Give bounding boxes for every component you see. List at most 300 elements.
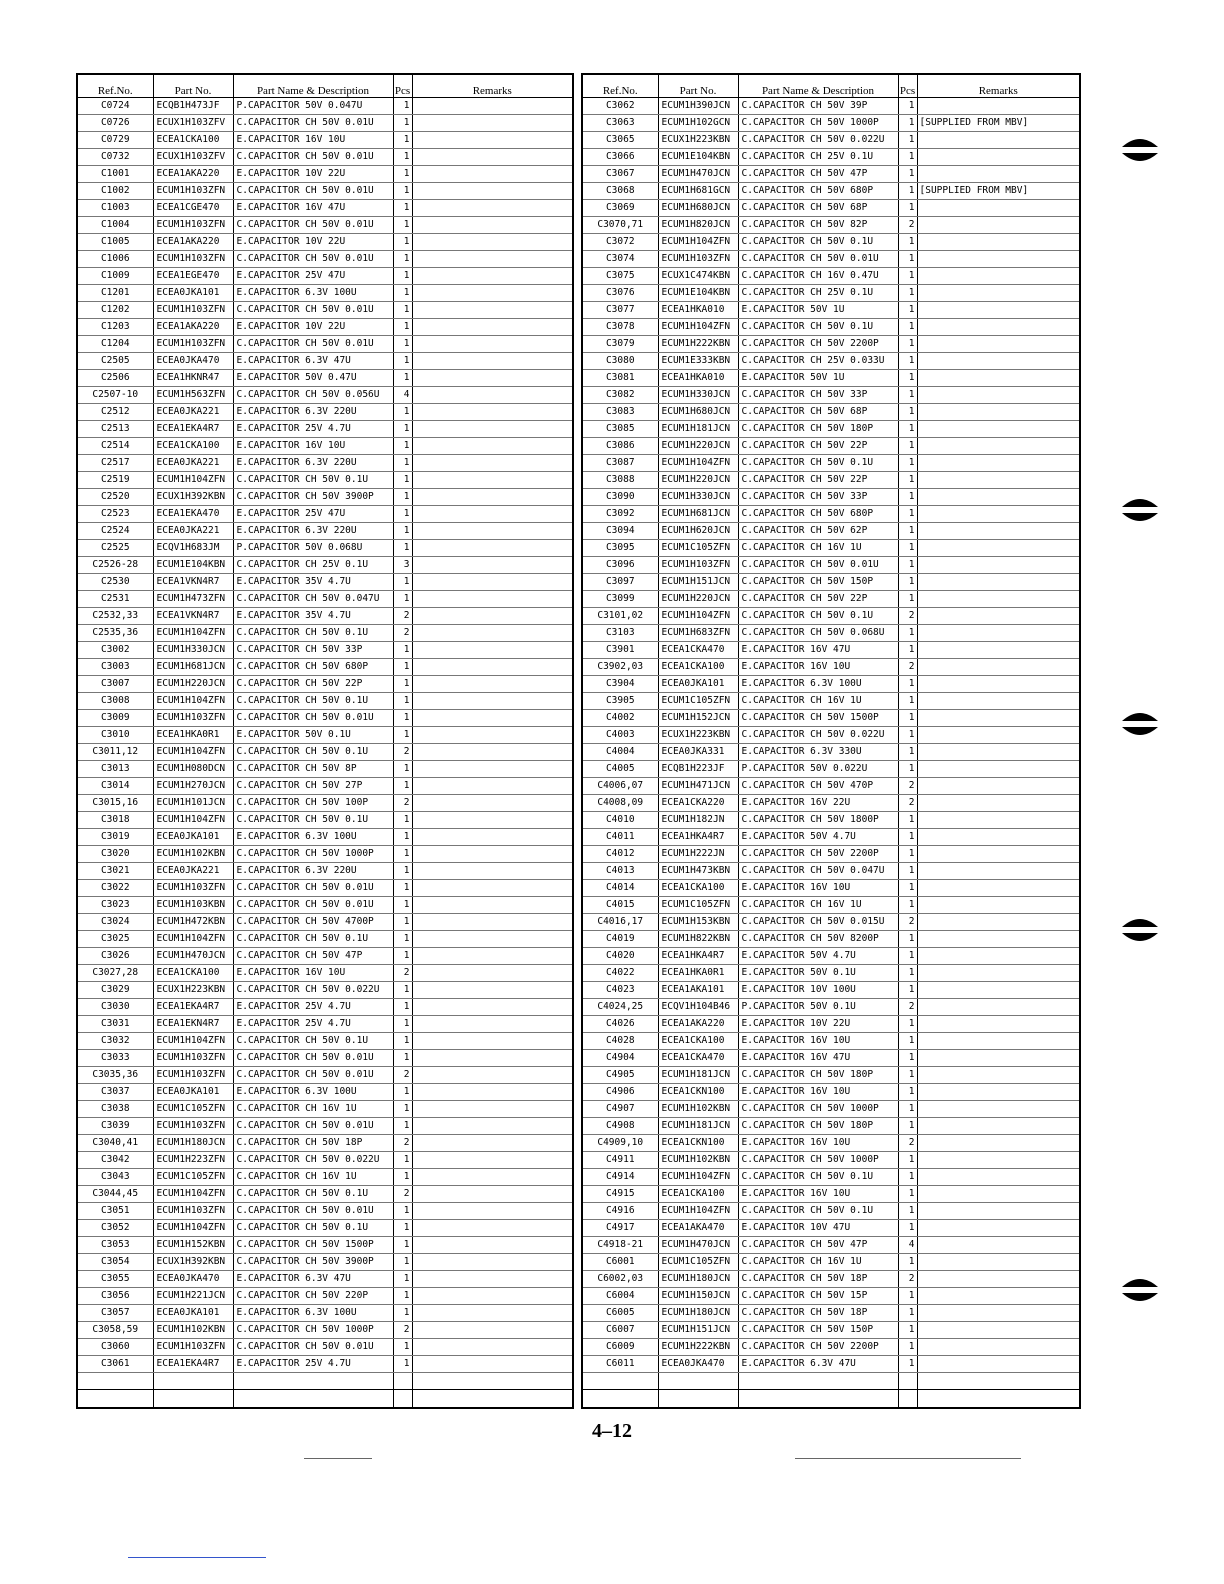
table-row xyxy=(583,251,1079,268)
remarks-cell xyxy=(917,965,1079,982)
remarks-cell xyxy=(917,217,1079,234)
description-cell: C.CAPACITOR CH 50V 0.022U xyxy=(738,727,898,744)
table-row xyxy=(78,1033,572,1050)
description-cell: C.CAPACITOR CH 25V 0.1U xyxy=(233,557,393,574)
part-no-cell: ECUM1H180JCN xyxy=(658,1271,738,1288)
pcs-cell: 1 xyxy=(393,982,412,999)
ref-no-cell: C2507-10 xyxy=(78,387,153,404)
pcs-cell: 1 xyxy=(393,1254,412,1271)
ref-no-cell: C3015,16 xyxy=(78,795,153,812)
remarks-cell: [SUPPLIED FROM MBV] xyxy=(917,183,1079,200)
remarks-cell xyxy=(412,1322,572,1339)
description-cell: C.CAPACITOR CH 50V 680P xyxy=(738,183,898,200)
description-cell: C.CAPACITOR CH 50V 0.1U xyxy=(233,931,393,948)
description-cell: C.CAPACITOR CH 50V 68P xyxy=(738,200,898,217)
part-no-cell: ECEA0JKA221 xyxy=(153,863,233,880)
description-cell: E.CAPACITOR 16V 10U xyxy=(738,1084,898,1101)
pcs-cell: 3 xyxy=(393,557,412,574)
ref-no-cell: C3011,12 xyxy=(78,744,153,761)
ref-no-cell: C3063 xyxy=(583,115,658,132)
ref-no-cell: C3057 xyxy=(78,1305,153,1322)
part-no-cell: ECEA1CGE470 xyxy=(153,200,233,217)
part-no-cell: ECEA1AKA470 xyxy=(658,1220,738,1237)
ref-no-cell: C2523 xyxy=(78,506,153,523)
table-row xyxy=(78,353,572,370)
pcs-cell: 1 xyxy=(898,1067,917,1084)
remarks-cell xyxy=(412,642,572,659)
description-cell: C.CAPACITOR CH 50V 180P xyxy=(738,1067,898,1084)
table-row xyxy=(583,1203,1079,1220)
remarks-cell xyxy=(412,727,572,744)
ref-no-cell: C2513 xyxy=(78,421,153,438)
part-no-cell: ECEA1CKA100 xyxy=(658,1033,738,1050)
empty-cell xyxy=(412,1373,572,1390)
ref-no-cell: C3035,36 xyxy=(78,1067,153,1084)
part-no-cell: ECUM1H180JCN xyxy=(153,1135,233,1152)
pcs-cell: 1 xyxy=(898,353,917,370)
remarks-cell xyxy=(412,795,572,812)
table-row xyxy=(583,268,1079,285)
ref-no-cell: C4907 xyxy=(583,1101,658,1118)
pcs-cell: 1 xyxy=(393,931,412,948)
pcs-cell: 1 xyxy=(898,1016,917,1033)
description-cell: E.CAPACITOR 16V 47U xyxy=(738,1050,898,1067)
remarks-cell xyxy=(412,591,572,608)
pcs-cell: 2 xyxy=(393,965,412,982)
remarks-cell xyxy=(917,948,1079,965)
part-no-cell: ECEA1CKN100 xyxy=(658,1135,738,1152)
remarks-cell xyxy=(412,880,572,897)
ref-no-cell: C3070,71 xyxy=(583,217,658,234)
ref-no-cell: C3031 xyxy=(78,1016,153,1033)
description-cell: C.CAPACITOR CH 50V 0.1U xyxy=(233,625,393,642)
pcs-cell: 1 xyxy=(393,302,412,319)
ref-no-cell: C3101,02 xyxy=(583,608,658,625)
remarks-cell xyxy=(917,778,1079,795)
description-cell: C.CAPACITOR CH 16V 1U xyxy=(738,1254,898,1271)
empty-cell xyxy=(658,1390,738,1408)
ref-no-cell: C4914 xyxy=(583,1169,658,1186)
remarks-cell xyxy=(412,472,572,489)
pcs-cell: 1 xyxy=(393,812,412,829)
description-cell: C.CAPACITOR CH 50V 150P xyxy=(738,574,898,591)
part-no-cell: ECUM1H470JCN xyxy=(153,948,233,965)
description-header: Part Name & Description xyxy=(738,75,898,98)
ref-no-cell: C1004 xyxy=(78,217,153,234)
description-cell: C.CAPACITOR CH 50V 0.1U xyxy=(233,472,393,489)
remarks-cell xyxy=(917,166,1079,183)
ref-no-cell: C1201 xyxy=(78,285,153,302)
description-cell: C.CAPACITOR CH 50V 3900P xyxy=(233,489,393,506)
ref-no-cell: C3082 xyxy=(583,387,658,404)
remarks-cell xyxy=(412,659,572,676)
description-cell: E.CAPACITOR 16V 10U xyxy=(738,1186,898,1203)
part-no-cell: ECEA0JKA221 xyxy=(153,404,233,421)
remarks-cell xyxy=(917,693,1079,710)
description-cell: C.CAPACITOR CH 16V 1U xyxy=(738,540,898,557)
table-row xyxy=(78,523,572,540)
remarks-cell xyxy=(412,115,572,132)
table-row xyxy=(78,251,572,268)
ref-no-cell: C3095 xyxy=(583,540,658,557)
table-row xyxy=(583,1271,1079,1288)
table-row xyxy=(583,659,1079,676)
empty-row xyxy=(583,1373,1079,1390)
pcs-cell: 1 xyxy=(393,829,412,846)
ref-no-cell: C3076 xyxy=(583,285,658,302)
ref-no-cell: C4918-21 xyxy=(583,1237,658,1254)
description-cell: E.CAPACITOR 6.3V 220U xyxy=(233,455,393,472)
description-cell: E.CAPACITOR 16V 47U xyxy=(233,200,393,217)
description-cell: C.CAPACITOR CH 50V 0.01U xyxy=(738,251,898,268)
table-row xyxy=(78,778,572,795)
description-cell: C.CAPACITOR CH 50V 18P xyxy=(738,1305,898,1322)
description-cell: C.CAPACITOR CH 50V 0.1U xyxy=(738,1203,898,1220)
table-header xyxy=(78,75,572,98)
description-cell: C.CAPACITOR CH 50V 2200P xyxy=(738,336,898,353)
pcs-cell: 1 xyxy=(393,285,412,302)
pcs-cell: 1 xyxy=(898,1305,917,1322)
pcs-cell: 2 xyxy=(898,659,917,676)
ref-no-cell: C2535,36 xyxy=(78,625,153,642)
ref-no-header: Ref.No. xyxy=(78,75,153,98)
pcs-cell: 1 xyxy=(898,132,917,149)
description-cell: E.CAPACITOR 6.3V 100U xyxy=(738,676,898,693)
part-no-header: Part No. xyxy=(153,75,233,98)
description-cell: C.CAPACITOR CH 25V 0.1U xyxy=(738,149,898,166)
description-cell: E.CAPACITOR 50V 1U xyxy=(738,370,898,387)
remarks-cell xyxy=(917,540,1079,557)
description-cell: E.CAPACITOR 50V 0.47U xyxy=(233,370,393,387)
ref-no-cell: C2506 xyxy=(78,370,153,387)
remarks-cell xyxy=(917,1220,1079,1237)
part-no-cell: ECUX1H392KBN xyxy=(153,489,233,506)
part-no-cell: ECUM1H104ZFN xyxy=(153,931,233,948)
description-cell: C.CAPACITOR CH 50V 62P xyxy=(738,523,898,540)
remarks-header: Remarks xyxy=(917,75,1079,98)
part-no-cell: ECUM1H151JCN xyxy=(658,1322,738,1339)
part-no-cell: ECUM1H103ZFN xyxy=(153,710,233,727)
description-cell: C.CAPACITOR CH 50V 15P xyxy=(738,1288,898,1305)
pcs-cell: 1 xyxy=(393,1084,412,1101)
part-no-cell: ECUM1H102KBN xyxy=(153,1322,233,1339)
pcs-cell: 1 xyxy=(898,540,917,557)
remarks-cell xyxy=(412,1203,572,1220)
description-cell: C.CAPACITOR CH 50V 220P xyxy=(233,1288,393,1305)
pcs-cell: 1 xyxy=(393,880,412,897)
part-no-cell: ECEA1AKA220 xyxy=(153,166,233,183)
pcs-cell: 1 xyxy=(393,336,412,353)
table-row xyxy=(78,948,572,965)
part-no-cell: ECUM1H104ZFN xyxy=(658,455,738,472)
part-no-cell: ECUM1H103ZFN xyxy=(153,183,233,200)
ref-no-cell: C3023 xyxy=(78,897,153,914)
ref-no-cell: C3080 xyxy=(583,353,658,370)
part-no-cell: ECUM1H103ZFN xyxy=(153,217,233,234)
part-no-cell: ECEA1VKN4R7 xyxy=(153,574,233,591)
pcs-cell: 1 xyxy=(393,1118,412,1135)
remarks-cell xyxy=(412,370,572,387)
pcs-cell: 1 xyxy=(898,1339,917,1356)
table-row xyxy=(78,234,572,251)
pcs-cell: 1 xyxy=(393,506,412,523)
pcs-cell: 2 xyxy=(898,999,917,1016)
description-cell: C.CAPACITOR CH 50V 22P xyxy=(233,676,393,693)
description-cell: C.CAPACITOR CH 25V 0.1U xyxy=(738,285,898,302)
pcs-cell: 1 xyxy=(393,1152,412,1169)
pcs-cell: 4 xyxy=(393,387,412,404)
table-row xyxy=(583,557,1079,574)
ref-no-cell: C3008 xyxy=(78,693,153,710)
table-row xyxy=(78,999,572,1016)
part-no-cell: ECUM1H103KBN xyxy=(153,897,233,914)
ref-no-cell: C3901 xyxy=(583,642,658,659)
remarks-cell xyxy=(412,744,572,761)
remarks-cell xyxy=(412,1152,572,1169)
remarks-cell xyxy=(917,897,1079,914)
table-row xyxy=(78,897,572,914)
empty-cell xyxy=(898,1373,917,1390)
ref-no-cell: C3069 xyxy=(583,200,658,217)
pcs-cell: 1 xyxy=(898,489,917,506)
description-cell: C.CAPACITOR CH 25V 0.033U xyxy=(738,353,898,370)
remarks-cell xyxy=(412,285,572,302)
remarks-cell xyxy=(412,948,572,965)
pcs-cell: 1 xyxy=(898,829,917,846)
table-row xyxy=(78,1084,572,1101)
part-no-cell: ECEA0JKA101 xyxy=(153,1084,233,1101)
description-cell: E.CAPACITOR 6.3V 220U xyxy=(233,863,393,880)
ref-no-cell: C3030 xyxy=(78,999,153,1016)
table-row xyxy=(78,1339,572,1356)
table-row xyxy=(78,1050,572,1067)
part-no-cell: ECUX1H223KBN xyxy=(153,982,233,999)
table-row xyxy=(583,336,1079,353)
ref-no-cell: C4010 xyxy=(583,812,658,829)
pcs-cell: 1 xyxy=(393,1169,412,1186)
part-no-cell: ECUM1H681JCN xyxy=(658,506,738,523)
part-no-cell: ECEA1CKA470 xyxy=(658,1050,738,1067)
remarks-cell xyxy=(412,1220,572,1237)
pcs-cell: 2 xyxy=(898,795,917,812)
table-row xyxy=(78,421,572,438)
remarks-cell xyxy=(917,1339,1079,1356)
ref-no-cell: C3086 xyxy=(583,438,658,455)
table-row xyxy=(78,795,572,812)
description-cell: E.CAPACITOR 10V 22U xyxy=(738,1016,898,1033)
description-cell: C.CAPACITOR CH 16V 1U xyxy=(738,897,898,914)
table-row xyxy=(583,1254,1079,1271)
remarks-cell xyxy=(917,132,1079,149)
table-row xyxy=(78,710,572,727)
remarks-cell xyxy=(917,336,1079,353)
ref-no-cell: C3078 xyxy=(583,319,658,336)
pcs-cell: 1 xyxy=(898,1356,917,1373)
ref-no-cell: C6007 xyxy=(583,1322,658,1339)
part-no-header: Part No. xyxy=(658,75,738,98)
description-cell: C.CAPACITOR CH 50V 0.01U xyxy=(233,251,393,268)
remarks-cell xyxy=(412,1118,572,1135)
remarks-cell xyxy=(917,982,1079,999)
remarks-cell xyxy=(917,557,1079,574)
remarks-cell xyxy=(917,438,1079,455)
remarks-cell xyxy=(917,659,1079,676)
remarks-cell xyxy=(917,863,1079,880)
remarks-cell xyxy=(412,404,572,421)
remarks-cell xyxy=(917,676,1079,693)
description-cell: C.CAPACITOR CH 50V 33P xyxy=(738,489,898,506)
pcs-cell: 1 xyxy=(898,438,917,455)
part-no-cell: ECEA1HKA4R7 xyxy=(658,829,738,846)
part-no-cell: ECEA1HKNR47 xyxy=(153,370,233,387)
ref-no-cell: C2524 xyxy=(78,523,153,540)
table-row xyxy=(78,744,572,761)
ref-no-cell: C4019 xyxy=(583,931,658,948)
part-no-cell: ECEA1HKA0R1 xyxy=(658,965,738,982)
part-no-cell: ECUM1H104ZFN xyxy=(153,744,233,761)
ref-no-cell: C3014 xyxy=(78,778,153,795)
remarks-cell xyxy=(412,1237,572,1254)
part-no-cell: ECUM1H101JCN xyxy=(153,795,233,812)
table-row xyxy=(583,727,1079,744)
description-cell: C.CAPACITOR CH 50V 1000P xyxy=(738,115,898,132)
pcs-cell: 1 xyxy=(898,1084,917,1101)
description-cell: E.CAPACITOR 16V 47U xyxy=(738,642,898,659)
pcs-cell: 1 xyxy=(898,982,917,999)
table-row xyxy=(78,1118,572,1135)
description-cell: C.CAPACITOR CH 50V 0.1U xyxy=(738,319,898,336)
ref-no-cell: C4904 xyxy=(583,1050,658,1067)
ref-no-cell: C4023 xyxy=(583,982,658,999)
description-cell: C.CAPACITOR CH 16V 1U xyxy=(738,693,898,710)
remarks-cell xyxy=(917,795,1079,812)
pcs-cell: 1 xyxy=(898,370,917,387)
part-no-cell: ECUM1H182JN xyxy=(658,812,738,829)
remarks-cell xyxy=(917,523,1079,540)
description-cell: E.CAPACITOR 25V 4.7U xyxy=(233,1016,393,1033)
remarks-cell xyxy=(412,234,572,251)
description-cell: E.CAPACITOR 16V 10U xyxy=(738,880,898,897)
description-cell: E.CAPACITOR 10V 100U xyxy=(738,982,898,999)
pcs-cell: 1 xyxy=(393,659,412,676)
pcs-cell: 1 xyxy=(898,812,917,829)
pcs-cell: 1 xyxy=(898,965,917,982)
remarks-cell xyxy=(917,846,1079,863)
table-row xyxy=(78,370,572,387)
empty-cell xyxy=(393,1373,412,1390)
remarks-cell xyxy=(917,1101,1079,1118)
table-row xyxy=(583,744,1079,761)
table-row xyxy=(78,183,572,200)
part-no-cell: ECUM1H222KBN xyxy=(658,336,738,353)
remarks-cell xyxy=(917,506,1079,523)
ref-no-cell: C3039 xyxy=(78,1118,153,1135)
description-cell: C.CAPACITOR CH 50V 0.1U xyxy=(233,744,393,761)
table-row xyxy=(78,387,572,404)
description-cell: E.CAPACITOR 16V 10U xyxy=(233,438,393,455)
pcs-cell: 1 xyxy=(393,200,412,217)
remarks-cell xyxy=(412,336,572,353)
table-row xyxy=(78,285,572,302)
ref-no-cell: C3018 xyxy=(78,812,153,829)
pcs-cell: 1 xyxy=(898,880,917,897)
description-cell: C.CAPACITOR CH 50V 0.1U xyxy=(738,455,898,472)
remarks-cell xyxy=(412,1271,572,1288)
table-row xyxy=(583,676,1079,693)
part-no-cell: ECEA1EKN4R7 xyxy=(153,1016,233,1033)
empty-cell xyxy=(78,1390,153,1408)
pcs-cell: 1 xyxy=(898,897,917,914)
pcs-cell: 1 xyxy=(898,744,917,761)
ref-no-cell: C3007 xyxy=(78,676,153,693)
ref-no-cell: C1005 xyxy=(78,234,153,251)
table-row xyxy=(583,1220,1079,1237)
table-row xyxy=(583,1101,1079,1118)
ref-no-cell: C3037 xyxy=(78,1084,153,1101)
remarks-cell xyxy=(917,98,1079,115)
description-cell: C.CAPACITOR CH 50V 1000P xyxy=(233,1322,393,1339)
description-cell: C.CAPACITOR CH 50V 0.01U xyxy=(738,557,898,574)
remarks-cell xyxy=(412,999,572,1016)
part-no-cell: ECEA0JKA101 xyxy=(658,676,738,693)
table-row xyxy=(583,472,1079,489)
table-row xyxy=(78,302,572,319)
table-row xyxy=(78,115,572,132)
description-cell: E.CAPACITOR 6.3V 220U xyxy=(233,523,393,540)
pcs-cell: 1 xyxy=(393,1305,412,1322)
page-number: 4–12 xyxy=(592,1420,632,1442)
remarks-cell xyxy=(917,1254,1079,1271)
table-row xyxy=(583,1084,1079,1101)
pcs-cell: 1 xyxy=(393,251,412,268)
ref-no-cell: C3074 xyxy=(583,251,658,268)
remarks-cell xyxy=(917,200,1079,217)
part-no-cell: ECUM1H330JCN xyxy=(658,489,738,506)
part-no-cell: ECUM1C105ZFN xyxy=(153,1101,233,1118)
pcs-cell: 1 xyxy=(898,336,917,353)
table-row xyxy=(583,540,1079,557)
table-row xyxy=(78,472,572,489)
remarks-cell xyxy=(917,404,1079,421)
part-no-cell: ECUM1H103ZFN xyxy=(153,1339,233,1356)
ref-no-cell: C3053 xyxy=(78,1237,153,1254)
description-cell: C.CAPACITOR CH 50V 0.01U xyxy=(233,183,393,200)
remarks-cell xyxy=(412,676,572,693)
part-no-cell: ECUM1H220JCN xyxy=(658,472,738,489)
table-row xyxy=(78,591,572,608)
table-row xyxy=(583,999,1079,1016)
registration-mark-icon xyxy=(1122,137,1158,163)
empty-cell xyxy=(233,1373,393,1390)
ref-no-cell: C3002 xyxy=(78,642,153,659)
description-cell: E.CAPACITOR 50V 1U xyxy=(738,302,898,319)
remarks-header: Remarks xyxy=(412,75,572,98)
part-no-cell: ECUM1H181JCN xyxy=(658,1118,738,1135)
part-no-cell: ECUM1H103ZFN xyxy=(153,880,233,897)
pcs-cell: 1 xyxy=(898,710,917,727)
description-cell: C.CAPACITOR CH 50V 2200P xyxy=(738,846,898,863)
ref-no-cell: C4015 xyxy=(583,897,658,914)
remarks-cell xyxy=(412,149,572,166)
description-cell: E.CAPACITOR 16V 10U xyxy=(233,965,393,982)
description-cell: C.CAPACITOR CH 16V 0.47U xyxy=(738,268,898,285)
pcs-cell: 1 xyxy=(898,863,917,880)
pcs-cell: 2 xyxy=(393,1322,412,1339)
pcs-cell: 2 xyxy=(393,608,412,625)
table-row xyxy=(78,1237,572,1254)
description-cell: C.CAPACITOR CH 50V 0.056U xyxy=(233,387,393,404)
pcs-cell: 1 xyxy=(898,387,917,404)
